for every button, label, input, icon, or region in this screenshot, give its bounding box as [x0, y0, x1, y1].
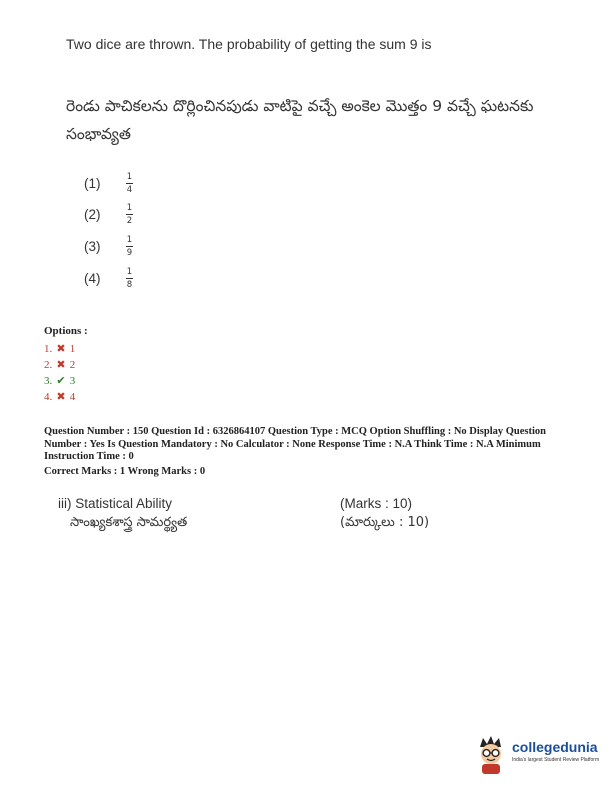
option-1	[44, 342, 75, 355]
fraction-bar	[126, 214, 133, 215]
section-marks-telugu: (మార్కులు : 10)	[340, 515, 430, 530]
fraction-denominator: 9	[126, 247, 133, 258]
choice-fraction	[126, 267, 133, 290]
choice-fraction	[126, 172, 133, 195]
collegedunia-logo	[474, 735, 602, 775]
choice-4	[84, 266, 133, 290]
fraction-numerator: 1	[126, 234, 133, 245]
choice-number: (3)	[84, 238, 101, 254]
mascot-icon	[474, 735, 508, 775]
option-label: 1.	[44, 343, 53, 355]
option-value: 4	[69, 391, 76, 403]
options-title: Options :	[44, 325, 88, 337]
check-icon: ✔	[56, 375, 66, 387]
question-english: Two dice are thrown. The probability of getting the sum 9 is	[66, 36, 432, 52]
fraction-numerator: 1	[126, 266, 133, 277]
option-value: 1	[69, 343, 76, 355]
option-value: 2	[69, 359, 76, 371]
cross-icon: ✖	[56, 343, 66, 355]
question-metadata: Question Number : 150 Question Id : 6326864107 Question Type : MCQ Option Shuffling : No Display Question Number : Yes Is Question Mandatory : No Calculator : None Response Time : N.A Think Time : N.A Minimum Instruction Time : 0	[44, 426, 547, 462]
marks-line: Correct Marks : 1 Wrong Marks : 0	[44, 466, 206, 477]
section-title-telugu: సాంఖ్యకశాస్త్ర సామర్థ్యత	[70, 515, 188, 530]
question-telugu: రెండు పాచికలను దొర్లించినపుడు వాటిపై వచ్చే అంకెల మొత్తం 9 వచ్చే ఘటనకు సంభావ్యత	[66, 97, 534, 143]
option-label: 2.	[44, 359, 53, 371]
choice-number: (4)	[84, 270, 101, 286]
choice-number: (1)	[84, 175, 101, 191]
logo-tagline: India's largest Student Review Platform	[512, 757, 600, 763]
fraction-denominator: 8	[126, 279, 133, 290]
choice-1	[84, 171, 133, 195]
fraction-numerator: 1	[126, 171, 133, 182]
fraction-denominator: 2	[126, 215, 133, 226]
fraction-numerator: 1	[126, 202, 133, 213]
option-3	[44, 374, 75, 387]
fraction-bar	[126, 278, 133, 279]
choice-fraction	[126, 203, 133, 226]
choice-3	[84, 234, 133, 258]
option-value: 3	[69, 375, 76, 387]
choice-number: (2)	[84, 206, 101, 222]
section-title-english: iii) Statistical Ability	[58, 496, 173, 511]
option-2	[44, 358, 75, 371]
cross-icon: ✖	[56, 391, 66, 403]
option-label: 3.	[44, 375, 53, 387]
fraction-denominator: 4	[126, 184, 133, 195]
fraction-bar	[126, 183, 133, 184]
choice-fraction	[126, 235, 133, 258]
option-4	[44, 390, 75, 403]
fraction-bar	[126, 246, 133, 247]
cross-icon: ✖	[56, 359, 66, 371]
section-marks-english: (Marks : 10)	[340, 496, 413, 511]
logo-brand: collegedunia	[512, 739, 598, 755]
choice-2	[84, 202, 133, 226]
option-label: 4.	[44, 391, 53, 403]
